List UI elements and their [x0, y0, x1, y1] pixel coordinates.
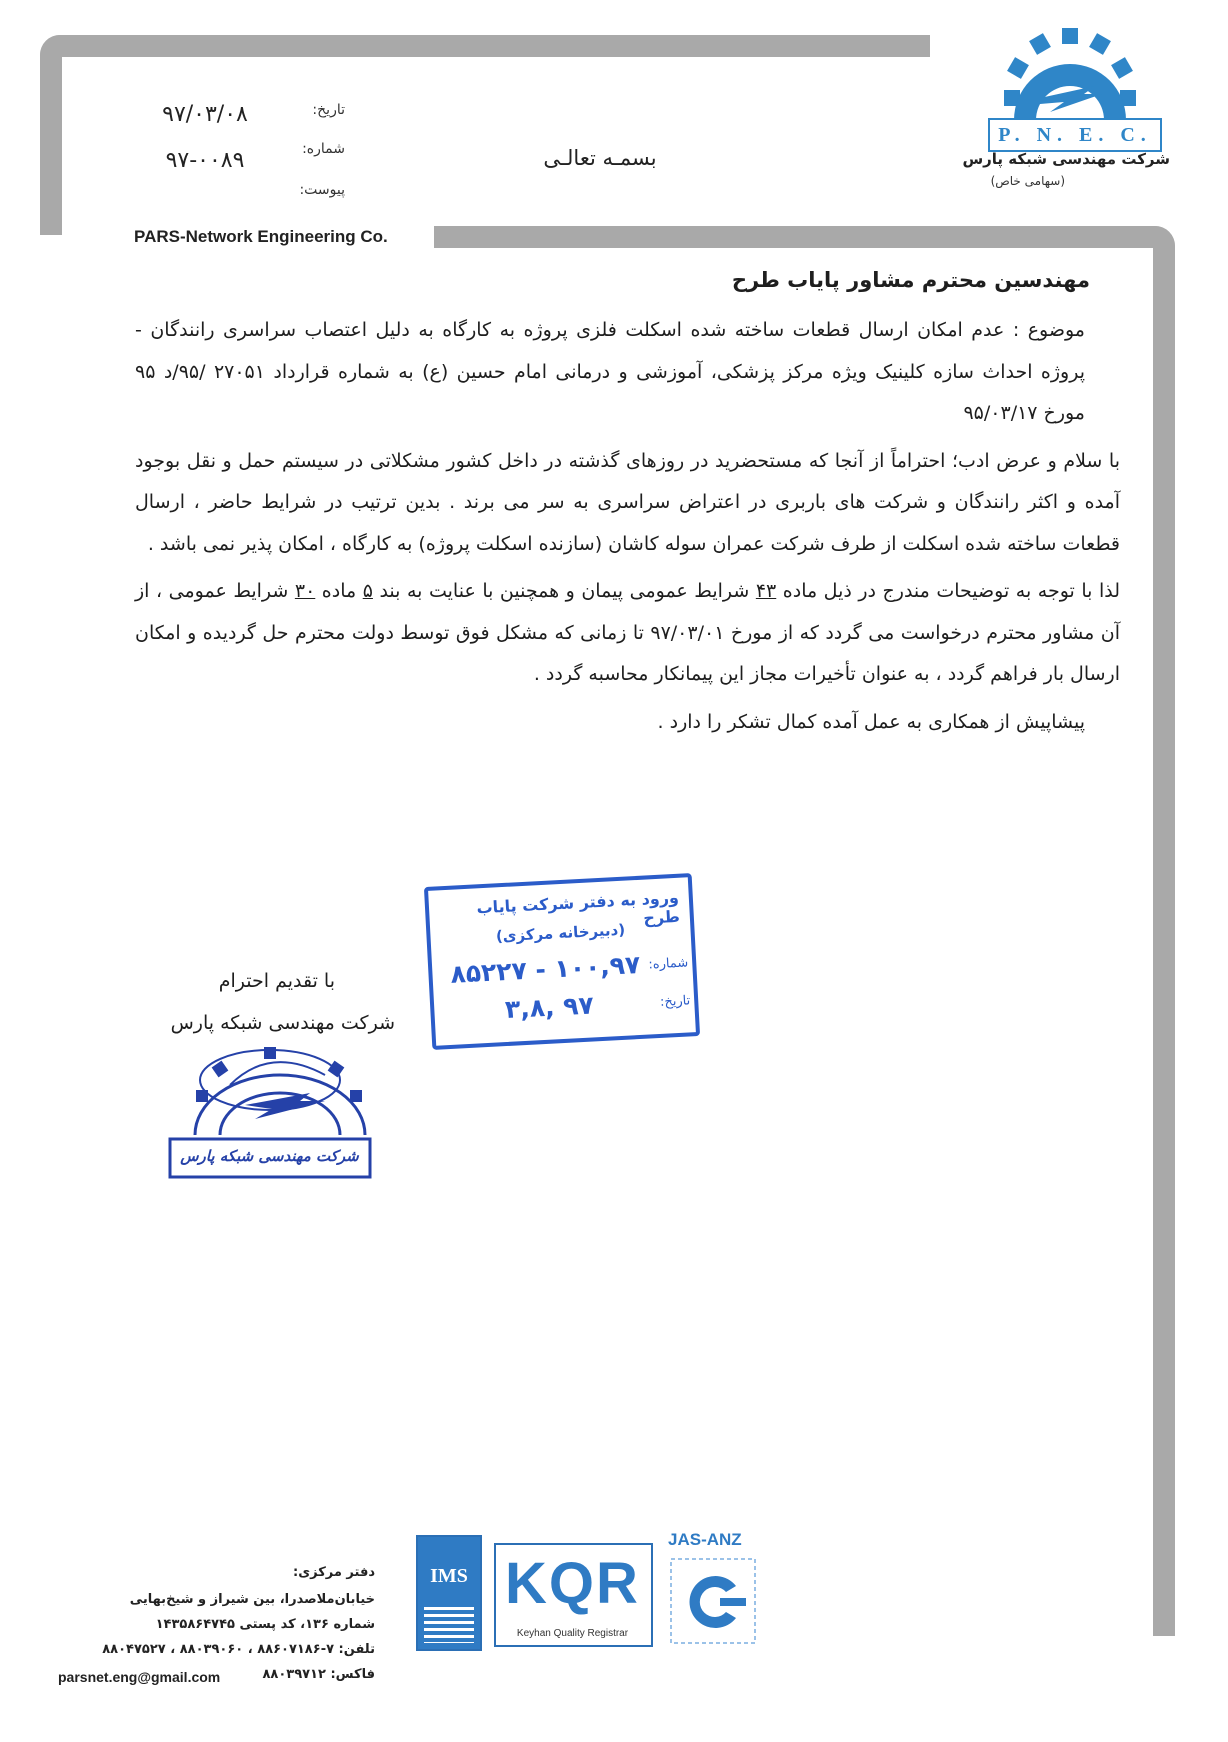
article-30-ref: ۳۰ — [294, 580, 316, 602]
frame-right — [1153, 226, 1175, 1636]
logo-abbr-box — [988, 118, 1162, 152]
company-seal — [150, 1035, 410, 1185]
signature-company: شرکت مهندسی شبکه پارس — [170, 1012, 395, 1034]
kqr-label: KQR — [505, 1551, 640, 1616]
footer-address-1: خیابان‌ملاصدرا، بین شیراز و شیخ‌بهایی — [129, 1592, 375, 1607]
body-paragraph-2 — [135, 571, 1120, 696]
company-name-en: PARS-Network Engineering Co. — [130, 226, 434, 248]
recipient-line: مهندسین محترم مشاور پایاب طرح — [731, 268, 1090, 292]
pnec-logo — [980, 20, 1160, 170]
paragraph-2-part-d: شرایط عمومی ، از آن مشاور محترم درخواست می گردد که از مورخ ۹۷/۰۳/۰۱ تا زمانی که مشکل فوق توسط دولت محترم حل گردیده و امکان ارسال بار فراهم گردد ، به عنوان تأخیرات مجاز این پیمانکار محاسبه گردد . — [135, 580, 1121, 685]
paragraph-2-part-a: لذا با توجه به توضیحات مندرج در ذیل ماده — [776, 580, 1121, 602]
date-value: ۹۷/۰۳/۰۸ — [162, 102, 248, 127]
ims-cert-badge — [416, 1535, 482, 1651]
paragraph-2-part-b: شرایط عمومی پیمان و همچنین با عنایت به بند — [372, 580, 756, 602]
body-paragraph-3: پیشاپیش از همکاری به عمل آمده کمال تشکر را دارد . — [657, 710, 1085, 733]
frame-middle — [420, 226, 1175, 248]
footer-email: parsnet.eng@gmail.com — [58, 1669, 221, 1685]
footer-fax: فاکس: ۸۸۰۳۹۷۱۲ — [262, 1667, 375, 1682]
body-paragraph-1: با سلام و عرض ادب؛ احتراماً از آنجا که مستحضرید در روزهای گذشته در داخل کشور مشکلاتی در سیستم حمل و نقل بوجود آمده و اکثر رانندگان و شرکت های باربری در اعتراض سراسری به سر می برند . بدین ترتیب در شرایط حاضر ، ارسال قطعات ساخته شده اسکلت از طرف شرکت عمران سوله کاشان (سازنده اسکلت پروژه) به کارگاه ، امکان پذیر نمی باشد . — [135, 449, 1120, 555]
company-name-fa: شرکت مهندسی شبکه پارس — [962, 150, 1170, 168]
stamp-line-1: ورود به دفتر شرکت پایاب طرح — [476, 887, 681, 928]
stamp-line-2: (دبیرخانه مرکزی) — [495, 920, 626, 946]
letter-body — [135, 310, 1120, 749]
paragraph-2-part-c: ماده — [315, 580, 363, 602]
bismillah-heading: بسمـه تعالـی — [543, 146, 657, 170]
closing-line: با تقدیم احترام — [218, 970, 335, 992]
stamp-number-label: شماره: — [648, 955, 689, 973]
kqr-cert-badge — [494, 1543, 653, 1647]
frame-left — [40, 35, 62, 235]
frame-top — [40, 35, 930, 57]
number-label: شماره: — [302, 141, 345, 157]
footer-address-2: شماره ۱۳۶، کد پستی ۱۴۳۵۸۶۴۷۴۵ — [155, 1617, 375, 1632]
subject-paragraph: موضوع : عدم امکان ارسال قطعات ساخته شده اسکلت فلزی پروژه به کارگاه به دلیل اعتصاب سراسری رانندگان - پروژه احداث سازه کلینیک ویژه مرکز پزشکی، آموزشی و درمانی امام حسین (ع) به شماره قرارداد ۲۷۰۵۱ /۹۵/د ۹۵ مورخ ۹۵/۰۳/۱۷ — [135, 319, 1085, 424]
number-value: ۹۷-۰۰۸۹ — [165, 148, 245, 173]
jas-anz-label: JAS-ANZ — [668, 1530, 742, 1549]
footer-phone: تلفن: ۷-۸۸۶۰۷۱۸۶ ، ۸۸۰۳۹۰۶۰ ، ۸۸۰۴۷۵۲۷ — [102, 1642, 375, 1657]
stamp-number-value: ۱۰۰,۹۷ - ۸۵۲۲۷ — [449, 949, 641, 989]
jas-anz-mark — [668, 1556, 758, 1646]
logo-abbr: P. N. E. C. — [998, 123, 1152, 146]
footer-office-label: دفتر مرکزی: — [293, 1565, 375, 1580]
receipt-stamp — [424, 873, 700, 1050]
jas-anz-icon — [668, 1556, 758, 1646]
seal-text: شرکت مهندسی شبکه پارس — [180, 1147, 359, 1165]
article-43-ref: ۴۳ — [755, 580, 777, 602]
kqr-caption: Keyhan Quality Registrar — [516, 1628, 629, 1639]
attachment-label: پیوست: — [299, 182, 345, 198]
clause-5-ref: ۵ — [362, 580, 373, 602]
ims-label: IMS — [430, 1565, 468, 1587]
date-label: تاریخ: — [312, 102, 345, 118]
company-type: (سهامی خاص) — [990, 174, 1065, 188]
frame-inner-top — [62, 57, 932, 226]
stamp-date-value: ۹۷ ,۳,۸ — [504, 990, 595, 1025]
ims-stripes — [424, 1607, 474, 1643]
stamp-date-label: تاریخ: — [659, 993, 691, 1010]
